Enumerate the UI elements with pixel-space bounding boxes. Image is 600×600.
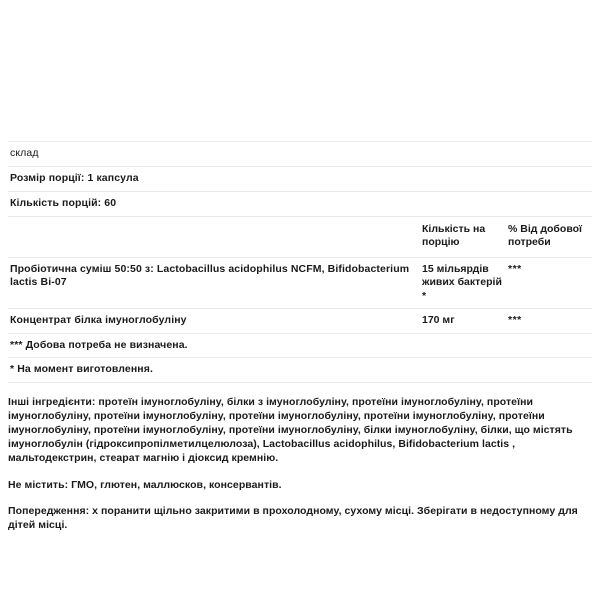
servings-per-container-row bbox=[8, 191, 592, 216]
serving-size-row bbox=[8, 166, 592, 191]
supplement-facts-panel bbox=[8, 141, 592, 532]
column-header-row bbox=[8, 216, 592, 257]
ingredient-daily-value: *** bbox=[508, 262, 522, 275]
table-row bbox=[8, 308, 592, 333]
free-from-text: Не містить: ГМО, глютен, маллюсков, консервантів. bbox=[8, 478, 282, 491]
ingredient-name: Пробіотична суміш 50:50 з: Lactobacillus acidophilus NCFM, Bifidobacterium lactis Bi-07 bbox=[10, 262, 410, 288]
footnote-at-time-of-manufacture: * На момент виготовлення. bbox=[10, 363, 154, 375]
footnote-row bbox=[8, 357, 592, 383]
ingredient-daily-value: *** bbox=[508, 314, 522, 326]
footnote-daily-value-undetermined: *** Добова потреба не визначена. bbox=[10, 338, 188, 351]
ingredient-amount: 170 мг bbox=[422, 314, 455, 326]
footnote-row bbox=[8, 333, 592, 358]
other-ingredients-text: Інші інгредієнти: протеїн імуноглобуліну, білки з імуноглобуліну, протеїни імуноглобуліну, протеїни імуноглобуліну, протеїни імуноглобуліну, протеїни імуноглобуліну, протеїни імуноглобуліну, протеїни імуноглобуліну, протеїни імуноглобуліну, протеїни імуноглобуліну, білки імуноглобуліну, білки, що містять імуноглобулін (гідроксипропілметилцелюлоза), Lactobacillus acidophilus, Bifidobacterium lactis , мальтодекстрин, стеарат магнію і діоксид кремнію. bbox=[8, 395, 573, 465]
table-row bbox=[8, 257, 592, 309]
panel-heading-row bbox=[8, 141, 592, 166]
panel-heading: склад bbox=[10, 147, 39, 159]
column-header-name bbox=[8, 217, 422, 228]
servings-per-container-label: Кількість порцій: 60 bbox=[10, 196, 117, 209]
warning-text: Попередження: х поранити щільно закритими в прохолодному, сухому місці. Зберігати в недоступному для дітей місці. bbox=[8, 504, 578, 531]
serving-size-label: Розмір порції: 1 капсула bbox=[10, 171, 139, 184]
ingredient-amount: 15 мільярдів живих бактерій * bbox=[422, 262, 502, 302]
column-header-daily-value: % Від добової потреби bbox=[508, 222, 582, 248]
column-header-amount: Кількість на порцію bbox=[422, 222, 486, 248]
ingredient-name: Концентрат білка імуноглобуліну bbox=[10, 314, 187, 326]
